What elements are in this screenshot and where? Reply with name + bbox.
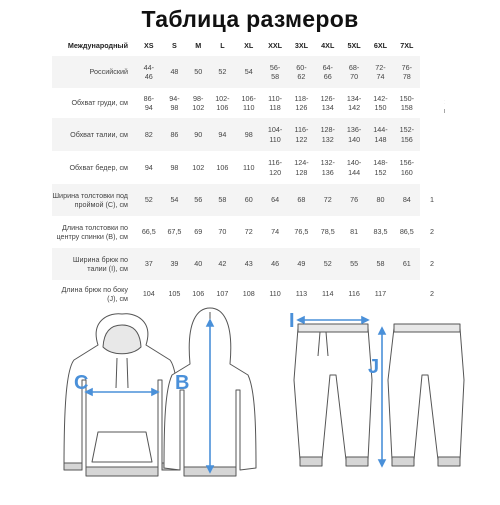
row-label: Обхват талии, см [52, 118, 136, 151]
size-cell: 50 [187, 56, 209, 88]
size-cell: 72- 74 [367, 56, 393, 88]
row-label: Длина толстовки по центру спинки (B), см [52, 216, 136, 248]
size-cell: 104- 110 [262, 118, 288, 151]
size-cell: 116- 120 [262, 151, 288, 184]
header-size: XL [244, 41, 254, 51]
size-cell: 69 [187, 216, 209, 248]
row-label: Ширина толстовки под проймой (C), см [52, 184, 136, 216]
size-cell: 124- 128 [288, 151, 314, 184]
size-cell: 72 [315, 184, 341, 216]
size-cell: 98 [162, 151, 188, 184]
size-cell: 106 [187, 280, 209, 308]
size-cell: 86,5 [394, 216, 420, 248]
size-cell: 58 [209, 184, 235, 216]
size-cell: 108 [236, 280, 262, 308]
size-cell: 56 [187, 184, 209, 216]
size-cell: 150- 158 [394, 88, 420, 118]
size-cell: 117 [367, 280, 393, 308]
pants-back-shape [388, 324, 464, 466]
size-cell: 104 [136, 280, 162, 308]
size-cell: 84 [394, 184, 420, 216]
size-cell: 156- 160 [394, 151, 420, 184]
size-cell: 94 [209, 118, 235, 151]
row-label: Обхват бедер, см [52, 151, 136, 184]
size-cell: 42 [209, 248, 235, 280]
garment-figure [0, 300, 500, 500]
size-cell: 52 [209, 56, 235, 88]
table-row [52, 216, 444, 248]
header-size: XXL [268, 41, 283, 51]
size-cell: 68- 70 [341, 56, 367, 88]
tolerance-cell: 1 [420, 184, 444, 216]
page-title: Таблица размеров [141, 6, 359, 32]
size-cell: 66,5 [136, 216, 162, 248]
row-label: Ширина брюк по талии (I), см [52, 248, 136, 280]
size-cell: 102 [187, 151, 209, 184]
tolerance-cell [420, 88, 444, 118]
size-cell: 46 [262, 248, 288, 280]
tolerance-cell: 2 [420, 216, 444, 248]
header-tolerance [420, 36, 444, 56]
size-cell: 64 [262, 184, 288, 216]
table-row [52, 151, 444, 184]
size-cell: 43 [236, 248, 262, 280]
size-cell: 134- 142 [341, 88, 367, 118]
size-cell: 114 [315, 280, 341, 308]
size-cell: 102- 106 [209, 88, 235, 118]
header-label: Международный [67, 41, 128, 51]
size-cell: 44- 46 [136, 56, 162, 88]
header-size: 6XL [373, 41, 388, 51]
letter-i: I [289, 310, 295, 332]
header-size: L [220, 41, 225, 51]
size-cell: 60 [236, 184, 262, 216]
size-cell: 61 [394, 248, 420, 280]
size-cell: 107 [209, 280, 235, 308]
size-cell: 76,5 [288, 216, 314, 248]
size-cell: 70 [209, 216, 235, 248]
size-cell: 72 [236, 216, 262, 248]
size-cell: 52 [136, 184, 162, 216]
size-cell: 132- 136 [315, 151, 341, 184]
size-cell: 148- 152 [367, 151, 393, 184]
size-cell: 126- 134 [315, 88, 341, 118]
size-cell: 94 [136, 151, 162, 184]
size-cell: 144- 148 [367, 118, 393, 151]
size-cell: 90 [187, 118, 209, 151]
pants-front-shape [294, 324, 372, 466]
size-cell: 94- 98 [162, 88, 188, 118]
size-cell: 74 [262, 216, 288, 248]
letter-b: B [175, 372, 190, 394]
size-cell: 60- 62 [288, 56, 314, 88]
table-row [52, 248, 444, 280]
size-cell: 116- 122 [288, 118, 314, 151]
size-cell: 81 [341, 216, 367, 248]
size-cell: 105 [162, 280, 188, 308]
size-cell: 54 [162, 184, 188, 216]
size-cell: 98 [236, 118, 262, 151]
table-row [52, 88, 444, 118]
size-cell: 106 [209, 151, 235, 184]
table-header-row [52, 36, 444, 56]
size-cell: 68 [288, 184, 314, 216]
size-cell: 106- 110 [236, 88, 262, 118]
header-size: XS [144, 41, 154, 51]
header-size: 3XL [294, 41, 309, 51]
tolerance-cell [420, 151, 444, 184]
row-label: Обхват груди, см [52, 88, 136, 118]
table-row [52, 184, 444, 216]
size-cell: 118- 126 [288, 88, 314, 118]
size-cell: 56- 58 [262, 56, 288, 88]
size-cell: 110 [262, 280, 288, 308]
size-cell: 52 [315, 248, 341, 280]
header-size: S [172, 41, 177, 51]
size-cell: 98- 102 [187, 88, 209, 118]
tolerance-cell: 2 [420, 280, 444, 308]
size-table-wrap [52, 36, 444, 308]
size-table [52, 36, 444, 308]
size-cell: 136- 140 [341, 118, 367, 151]
size-cell: 86 [162, 118, 188, 151]
size-cell: 76- 78 [394, 56, 420, 88]
size-cell: 58 [367, 248, 393, 280]
table-row [52, 118, 444, 151]
row-label: Российский [52, 56, 136, 88]
size-cell: 48 [162, 56, 188, 88]
tolerance-cell [420, 56, 444, 88]
size-cell: 37 [136, 248, 162, 280]
letter-c: C [74, 372, 89, 394]
size-cell: 40 [187, 248, 209, 280]
table-row [52, 56, 444, 88]
size-cell: 83,5 [367, 216, 393, 248]
size-cell: 140- 144 [341, 151, 367, 184]
size-cell: 64- 66 [315, 56, 341, 88]
header-size: 7XL [400, 41, 414, 51]
tolerance-cell [420, 118, 444, 151]
size-cell: 86- 94 [136, 88, 162, 118]
table-body [52, 56, 444, 308]
size-cell: 110 [236, 151, 262, 184]
size-cell: 116 [341, 280, 367, 308]
size-cell: 49 [288, 248, 314, 280]
garment-drawing [0, 300, 500, 500]
size-cell: 67,5 [162, 216, 188, 248]
size-cell: 110- 118 [262, 88, 288, 118]
size-cell: 55 [341, 248, 367, 280]
letter-j: J [368, 356, 380, 378]
size-cell: 39 [162, 248, 188, 280]
tolerance-cell: 2 [420, 248, 444, 280]
row-label: Длина брюк по боку (J), см [52, 280, 136, 308]
size-cell: 128- 132 [315, 118, 341, 151]
size-cell: 142- 150 [367, 88, 393, 118]
header-size: M [195, 41, 202, 51]
header-size: 5XL [347, 41, 361, 51]
size-cell: 113 [288, 280, 314, 308]
size-cell: 54 [236, 56, 262, 88]
size-cell: 78,5 [315, 216, 341, 248]
size-cell: 76 [341, 184, 367, 216]
size-cell: 80 [367, 184, 393, 216]
size-cell: 82 [136, 118, 162, 151]
header-size: 4XL [321, 41, 335, 51]
size-cell: 152- 156 [394, 118, 420, 151]
